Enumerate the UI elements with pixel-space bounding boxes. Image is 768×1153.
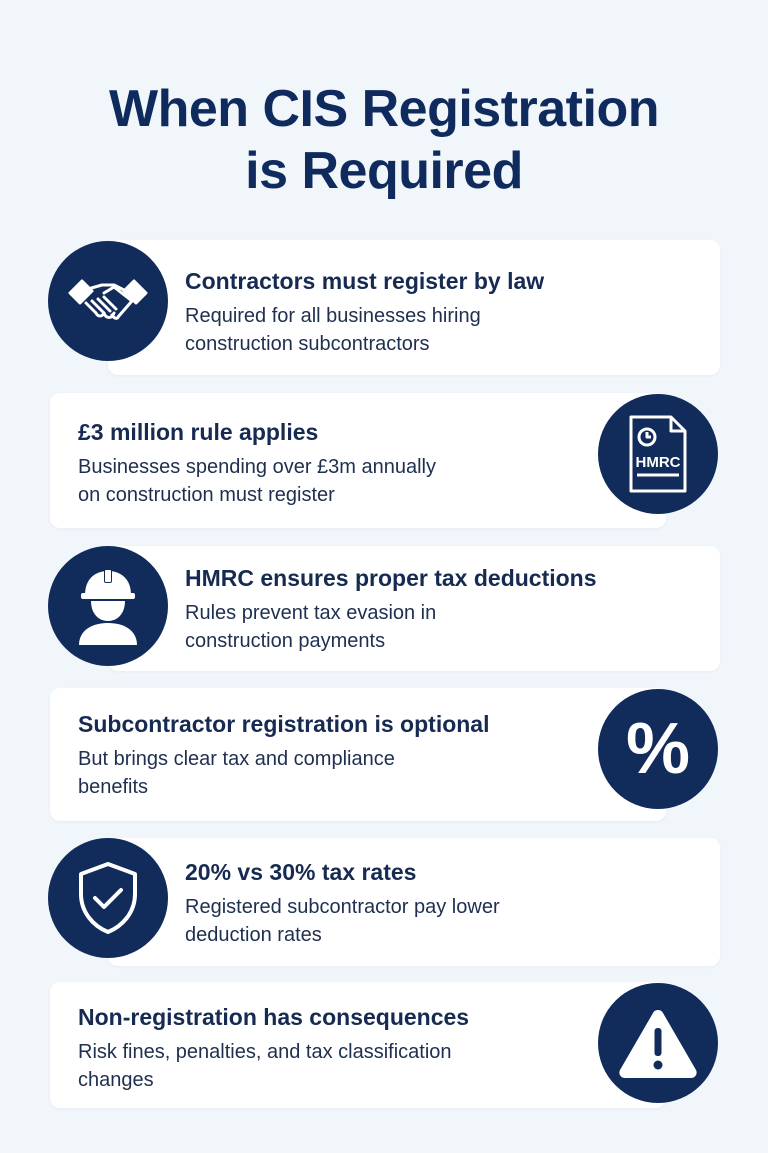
percent-symbol: %: [625, 709, 691, 789]
warning-icon: [598, 983, 718, 1103]
info-block-consequences: [78, 1002, 469, 1094]
item-description: Rules prevent tax evasion in construction payments: [185, 602, 437, 652]
page-title: [0, 78, 768, 202]
info-block-tax-rates: [185, 857, 500, 949]
item-description: Risk fines, penalties, and tax classification changes: [78, 1041, 452, 1091]
item-heading: Non-registration has consequences: [78, 1004, 470, 1030]
info-block-subcontractor-optional: [78, 709, 489, 801]
handshake-icon: [48, 241, 168, 361]
item-description: But brings clear tax and compliance benefits: [78, 748, 395, 798]
percent-icon: [598, 689, 718, 809]
title-line-1: When CIS Registration: [109, 80, 659, 138]
item-heading: 20% vs 30% tax rates: [185, 859, 417, 885]
item-heading: Subcontractor registration is optional: [78, 711, 490, 737]
item-description: Required for all businesses hiring construction subcontractors: [185, 305, 481, 355]
info-block-hmrc-deductions: [185, 563, 597, 655]
hmrc-document-icon: [598, 394, 718, 514]
item-heading: Contractors must register by law: [185, 268, 545, 294]
item-description: Registered subcontractor pay lower deduction rates: [185, 896, 500, 946]
info-block-3m-rule: [78, 417, 436, 509]
info-block-contractors: [185, 266, 544, 358]
title-line-2: is Required: [245, 142, 523, 200]
item-heading: HMRC ensures proper tax deductions: [185, 565, 597, 591]
item-heading: £3 million rule applies: [78, 419, 319, 445]
construction-worker-icon: [48, 546, 168, 666]
hmrc-label: HMRC: [635, 454, 681, 471]
shield-check-icon: [48, 838, 168, 958]
item-description: Businesses spending over £3m annually on construction must register: [78, 456, 436, 506]
